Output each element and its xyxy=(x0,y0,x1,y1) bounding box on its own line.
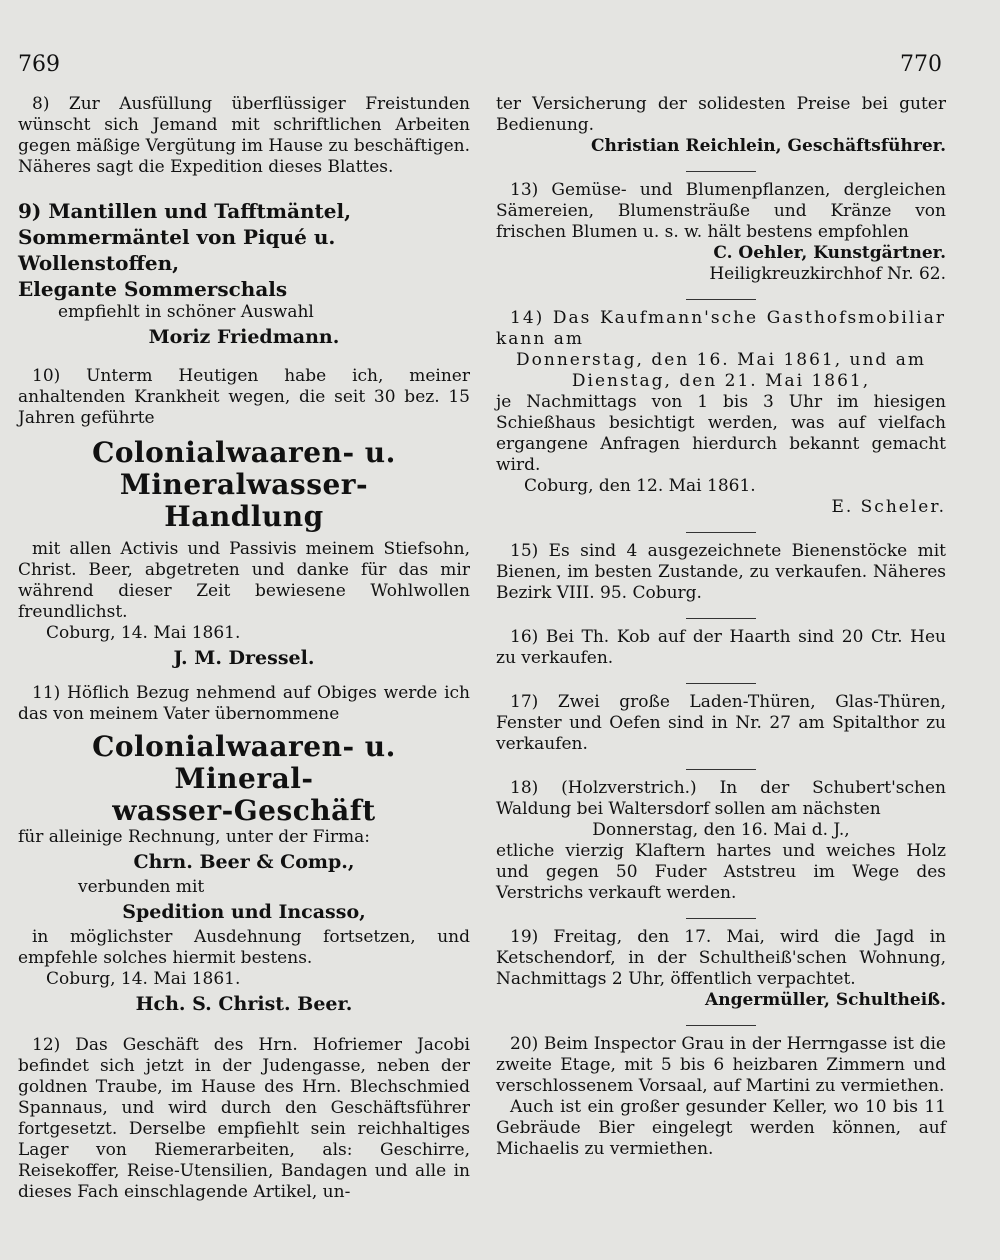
ad-11-text: 11) Höflich Bezug nehmend auf Obiges werde ich das von meinem Vater übernommene xyxy=(18,683,470,724)
ad-10-date: Coburg, 14. Mai 1861. xyxy=(46,623,241,643)
ad-8 xyxy=(18,94,470,178)
divider xyxy=(686,618,756,619)
divider xyxy=(686,171,756,172)
ad-9-line4: empfiehlt in schöner Auswahl xyxy=(58,302,314,322)
ad-11-connector: verbunden mit xyxy=(78,877,205,897)
ad-14 xyxy=(496,308,946,518)
ad-10-text-2: mit allen Activis und Passivis meinem Stiefsohn, Christ. Beer, abgetreten und danke für das mir während dieser Zeit bewiesene Wohlwollen freundlichst. xyxy=(18,539,470,622)
divider xyxy=(686,1025,756,1026)
ad-13-address: Heiligkreuzkirchhof Nr. 62. xyxy=(709,264,946,284)
ad-8-text: 8) Zur Ausfüllung überflüssiger Freistunden wünscht sich Jemand mit schriftlichen Arbeiten gegen mäßige Vergütung im Hause zu beschäftigen. Näheres sagt die Expedition dieses Blattes. xyxy=(18,94,470,177)
ad-18-text-c: etliche vierzig Klaftern hartes und weiches Holz und gegen 50 Fuder Aststreu im Wege des Verstrichs verkauft werden. xyxy=(496,841,946,903)
ad-18-date: Donnerstag, den 16. Mai d. J., xyxy=(592,820,850,840)
ad-11-firm-2: Spedition und Incasso, xyxy=(122,901,366,923)
ad-12 xyxy=(18,1035,470,1203)
ad-20-text-a: 20) Beim Inspector Grau in der Herrngasse ist die zweite Etage, mit 5 bis 6 heizbaren Zimmern und verschlossenem Vorsaal, auf Martini zu vermiethen. xyxy=(496,1034,946,1096)
ad-13-text: 13) Gemüse- und Blumenpflanzen, dergleichen Sämereien, Blumensträuße und Kränze von frischen Blumen u. s. w. hält bestens empfohlen xyxy=(496,180,946,242)
ad-15 xyxy=(496,541,946,604)
divider xyxy=(686,918,756,919)
ad-11-date: Coburg, 14. Mai 1861. xyxy=(46,969,241,989)
ad-14-text-a: 14) Das Kaufmann'sche Gasthofsmobiliar kann am xyxy=(496,308,946,349)
ad-15-text: 15) Es sind 4 ausgezeichnete Bienenstöcke mit Bienen, im besten Zustande, zu verkaufen. Näheres Bezirk VIII. 95. Coburg. xyxy=(496,541,946,603)
ad-10-text: 10) Unterm Heutigen habe ich, meiner anhaltenden Krankheit wegen, die seit 30 bez. 15 Jahren geführte xyxy=(18,366,470,428)
divider xyxy=(686,532,756,533)
ad-10-signature: J. M. Dressel. xyxy=(173,647,315,669)
ad-14-date-2: Dienstag, den 21. Mai 1861, xyxy=(571,371,871,391)
ad-11-heading-2: wasser-Geschäft xyxy=(112,794,376,827)
ad-11-text-3: in möglichster Ausdehnung fortsetzen, und empfehle solches hiermit bestens. xyxy=(18,927,470,968)
ad-11-heading-1: Colonialwaaren- u. Mineral- xyxy=(92,730,396,795)
ad-12-continued xyxy=(496,94,946,157)
ad-18-text-a: 18) (Holzverstrich.) In der Schubert'schen Waldung bei Waltersdorf sollen am nächsten xyxy=(496,778,946,819)
ad-14-signature: E. Scheler. xyxy=(831,497,946,517)
ad-20 xyxy=(496,1034,946,1160)
page-number-right: 770 xyxy=(900,52,942,77)
ad-11-firm: Chrn. Beer & Comp., xyxy=(133,851,355,873)
ad-9-signature: Moriz Friedmann. xyxy=(148,326,340,348)
right-column xyxy=(496,94,946,1174)
ad-17-text: 17) Zwei große Laden-Thüren, Glas-Thüren, Fenster und Oefen sind in Nr. 27 am Spitalthor zu verkaufen. xyxy=(496,692,946,754)
ad-11-signature: Hch. S. Christ. Beer. xyxy=(135,993,353,1015)
divider xyxy=(686,683,756,684)
ad-12-signature: Christian Reichlein, Geschäftsführer. xyxy=(590,136,946,156)
divider xyxy=(686,769,756,770)
ad-14-date-1: Donnerstag, den 16. Mai 1861, und am xyxy=(516,350,926,370)
ad-16 xyxy=(496,627,946,669)
ad-14-text-d: je Nachmittags von 1 bis 3 Uhr im hiesigen Schießhaus besichtigt werden, was auf vielfach ergangene Anfragen hierdurch bekannt gemacht wird. xyxy=(496,392,946,475)
ad-13 xyxy=(496,180,946,285)
ad-9-line2: Sommermäntel von Piqué u. Wollenstoffen, xyxy=(18,225,336,275)
ad-9 xyxy=(18,198,470,348)
ad-10 xyxy=(18,366,470,669)
ad-14-place-date: Coburg, den 12. Mai 1861. xyxy=(524,476,756,496)
ad-11-text-2: für alleinige Rechnung, unter der Firma: xyxy=(18,827,371,847)
ad-18 xyxy=(496,778,946,904)
ad-12-text: 12) Das Geschäft des Hrn. Hofriemer Jacobi befindet sich jetzt in der Judengasse, neben der goldnen Traube, im Hause des Hrn. Blechschmied Spannaus, und wird durch den Geschäftsführer fortgesetzt. Derselbe empfiehlt sein reichhaltiges Lager von Riemerarbeiten, als: Geschirre, Reisekoffer, Reise-Utensilien, Bandagen und alle in dieses Fach einschlagende Artikel, un- xyxy=(18,1035,470,1202)
ad-10-heading-2: Handlung xyxy=(164,500,324,533)
divider xyxy=(686,299,756,300)
ad-16-text: 16) Bei Th. Kob auf der Haarth sind 20 Ctr. Heu zu verkaufen. xyxy=(496,627,946,668)
ad-19 xyxy=(496,927,946,1011)
ad-11 xyxy=(18,683,470,1015)
ad-17 xyxy=(496,692,946,755)
left-column xyxy=(18,94,470,1217)
ad-19-text: 19) Freitag, den 17. Mai, wird die Jagd in Ketschendorf, in der Schultheiß'schen Wohnung, Nachmittags 2 Uhr, öffentlich verpachtet. xyxy=(496,927,946,989)
ad-10-heading-1: Colonialwaaren- u. Mineralwasser- xyxy=(92,436,396,501)
ad-9-line1: 9) Mantillen und Tafftmäntel, xyxy=(18,199,352,223)
page-number-left: 769 xyxy=(18,52,60,77)
ad-9-line3: Elegante Sommerschals xyxy=(18,277,288,301)
ad-20-text-b: Auch ist ein großer gesunder Keller, wo 10 bis 11 Gebräude Bier eingelegt werden können, auf Michaelis zu vermiethen. xyxy=(496,1097,946,1159)
ad-13-signature: C. Oehler, Kunstgärtner. xyxy=(713,243,946,263)
ad-19-signature: Angermüller, Schultheiß. xyxy=(705,990,946,1010)
ad-12-continued-text: ter Versicherung der solidesten Preise bei guter Bedienung. xyxy=(496,94,946,135)
